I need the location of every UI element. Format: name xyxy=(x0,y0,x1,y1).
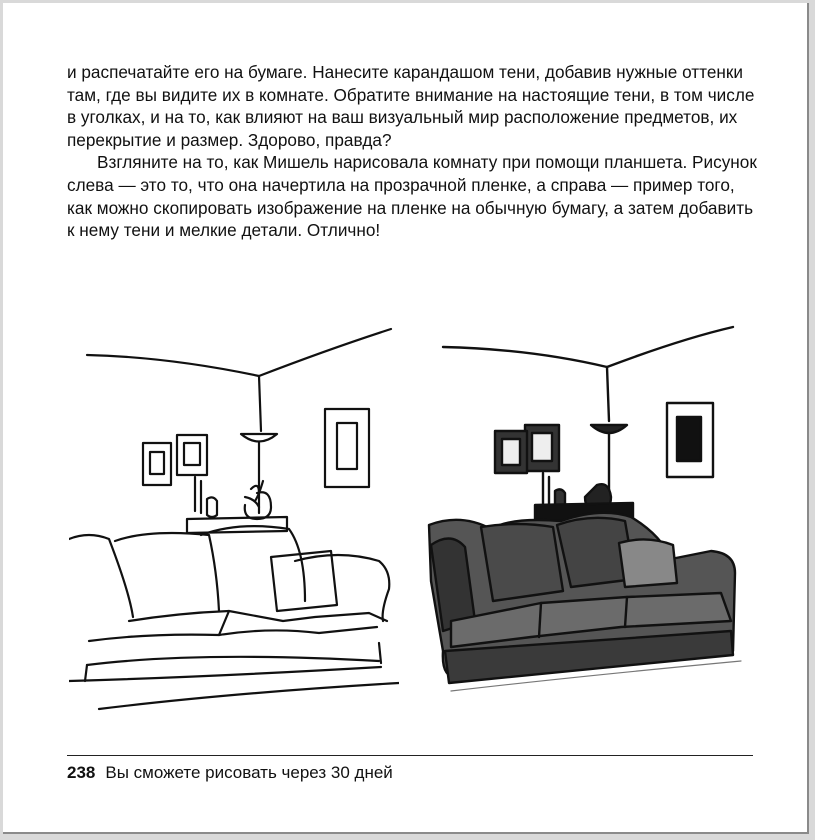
body-text xyxy=(67,61,757,242)
book-page xyxy=(3,3,809,834)
page-footer xyxy=(67,763,393,783)
page-number: 238 xyxy=(67,763,96,782)
outline-room-sketch xyxy=(69,321,399,721)
book-title: Вы сможете рисовать через 30 дней xyxy=(105,763,393,782)
footer-rule xyxy=(67,755,753,756)
shaded-room-sketch xyxy=(421,321,761,721)
paragraph-1: и распечатайте его на бумаге. Нанесите карандашом тени, добавив нужные оттенки там, где вы видите их в комнате. Обратите внимание на настоящие тени, в том числе в уголках, и на то, как влияют на ваш визуальный мир расположение предметов, их перекрытие и размер. Здорово, правда? xyxy=(67,62,755,150)
paragraph-2: Взгляните на то, как Мишель нарисовала комнату при помощи планшета. Рисунок слева — это то, что она начертила на прозрачной пленке, а справа — пример того, как можно скопировать изображение на пленке на обычную бумагу, а затем добавить к нему тени и мелкие детали. Отлично! xyxy=(67,152,757,241)
